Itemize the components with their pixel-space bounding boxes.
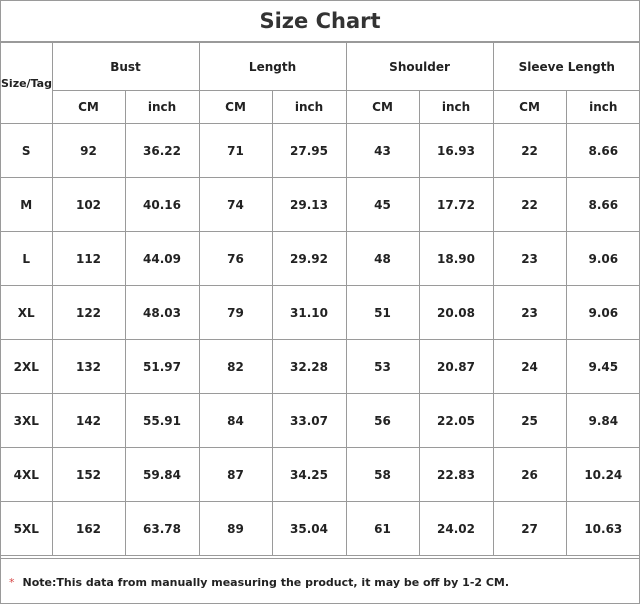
value-cell: 56 xyxy=(346,394,419,448)
unit-header-row xyxy=(1,91,640,124)
size-cell: L xyxy=(1,232,52,286)
unit-header-inch: inch xyxy=(566,91,640,124)
value-cell: 20.87 xyxy=(419,340,493,394)
unit-header-cm: CM xyxy=(493,91,566,124)
value-cell: 82 xyxy=(199,340,272,394)
table-row xyxy=(1,502,640,556)
value-cell: 43 xyxy=(346,124,419,178)
value-cell: 23 xyxy=(493,232,566,286)
value-cell: 79 xyxy=(199,286,272,340)
group-header-bust: Bust xyxy=(52,43,199,91)
table-row xyxy=(1,178,640,232)
page-title: Size Chart xyxy=(1,1,639,42)
value-cell: 24 xyxy=(493,340,566,394)
group-header-length: Length xyxy=(199,43,346,91)
value-cell: 112 xyxy=(52,232,125,286)
value-cell: 36.22 xyxy=(125,124,199,178)
value-cell: 9.45 xyxy=(566,340,640,394)
value-cell: 40.16 xyxy=(125,178,199,232)
value-cell: 24.02 xyxy=(419,502,493,556)
value-cell: 31.10 xyxy=(272,286,346,340)
value-cell: 63.78 xyxy=(125,502,199,556)
group-header-sleeve-length: Sleeve Length xyxy=(493,43,640,91)
value-cell: 61 xyxy=(346,502,419,556)
table-row xyxy=(1,232,640,286)
table-row xyxy=(1,340,640,394)
value-cell: 51.97 xyxy=(125,340,199,394)
value-cell: 29.13 xyxy=(272,178,346,232)
table-row xyxy=(1,124,640,178)
value-cell: 35.04 xyxy=(272,502,346,556)
measurement-note xyxy=(1,558,639,604)
value-cell: 84 xyxy=(199,394,272,448)
value-cell: 9.06 xyxy=(566,286,640,340)
value-cell: 87 xyxy=(199,448,272,502)
value-cell: 48 xyxy=(346,232,419,286)
value-cell: 8.66 xyxy=(566,178,640,232)
value-cell: 92 xyxy=(52,124,125,178)
value-cell: 10.63 xyxy=(566,502,640,556)
value-cell: 25 xyxy=(493,394,566,448)
value-cell: 89 xyxy=(199,502,272,556)
value-cell: 22.05 xyxy=(419,394,493,448)
value-cell: 22 xyxy=(493,178,566,232)
group-header-shoulder: Shoulder xyxy=(346,43,493,91)
table-row xyxy=(1,286,640,340)
unit-header-inch: inch xyxy=(419,91,493,124)
value-cell: 16.93 xyxy=(419,124,493,178)
value-cell: 20.08 xyxy=(419,286,493,340)
note-text: Note:This data from manually measuring the product, it may be off by 1-2 CM. xyxy=(22,576,510,589)
size-tag-header: Size/Tag xyxy=(1,43,52,124)
value-cell: 71 xyxy=(199,124,272,178)
value-cell: 8.66 xyxy=(566,124,640,178)
value-cell: 58 xyxy=(346,448,419,502)
value-cell: 34.25 xyxy=(272,448,346,502)
note-asterisk: * xyxy=(9,576,15,589)
value-cell: 22.83 xyxy=(419,448,493,502)
unit-header-cm: CM xyxy=(52,91,125,124)
size-cell: 5XL xyxy=(1,502,52,556)
value-cell: 59.84 xyxy=(125,448,199,502)
value-cell: 44.09 xyxy=(125,232,199,286)
size-table xyxy=(1,42,640,556)
value-cell: 26 xyxy=(493,448,566,502)
value-cell: 10.24 xyxy=(566,448,640,502)
value-cell: 33.07 xyxy=(272,394,346,448)
size-cell: M xyxy=(1,178,52,232)
value-cell: 9.06 xyxy=(566,232,640,286)
value-cell: 53 xyxy=(346,340,419,394)
size-cell: S xyxy=(1,124,52,178)
value-cell: 51 xyxy=(346,286,419,340)
size-cell: 2XL xyxy=(1,340,52,394)
value-cell: 27.95 xyxy=(272,124,346,178)
table-row xyxy=(1,394,640,448)
value-cell: 22 xyxy=(493,124,566,178)
size-cell: 3XL xyxy=(1,394,52,448)
value-cell: 74 xyxy=(199,178,272,232)
value-cell: 76 xyxy=(199,232,272,286)
value-cell: 27 xyxy=(493,502,566,556)
value-cell: 142 xyxy=(52,394,125,448)
value-cell: 55.91 xyxy=(125,394,199,448)
group-header-row xyxy=(1,43,640,91)
value-cell: 122 xyxy=(52,286,125,340)
value-cell: 48.03 xyxy=(125,286,199,340)
unit-header-inch: inch xyxy=(272,91,346,124)
value-cell: 45 xyxy=(346,178,419,232)
unit-header-cm: CM xyxy=(346,91,419,124)
value-cell: 32.28 xyxy=(272,340,346,394)
value-cell: 152 xyxy=(52,448,125,502)
unit-header-inch: inch xyxy=(125,91,199,124)
size-cell: 4XL xyxy=(1,448,52,502)
value-cell: 102 xyxy=(52,178,125,232)
value-cell: 9.84 xyxy=(566,394,640,448)
unit-header-cm: CM xyxy=(199,91,272,124)
value-cell: 18.90 xyxy=(419,232,493,286)
value-cell: 17.72 xyxy=(419,178,493,232)
value-cell: 162 xyxy=(52,502,125,556)
size-cell: XL xyxy=(1,286,52,340)
table-row xyxy=(1,448,640,502)
value-cell: 132 xyxy=(52,340,125,394)
value-cell: 29.92 xyxy=(272,232,346,286)
value-cell: 23 xyxy=(493,286,566,340)
